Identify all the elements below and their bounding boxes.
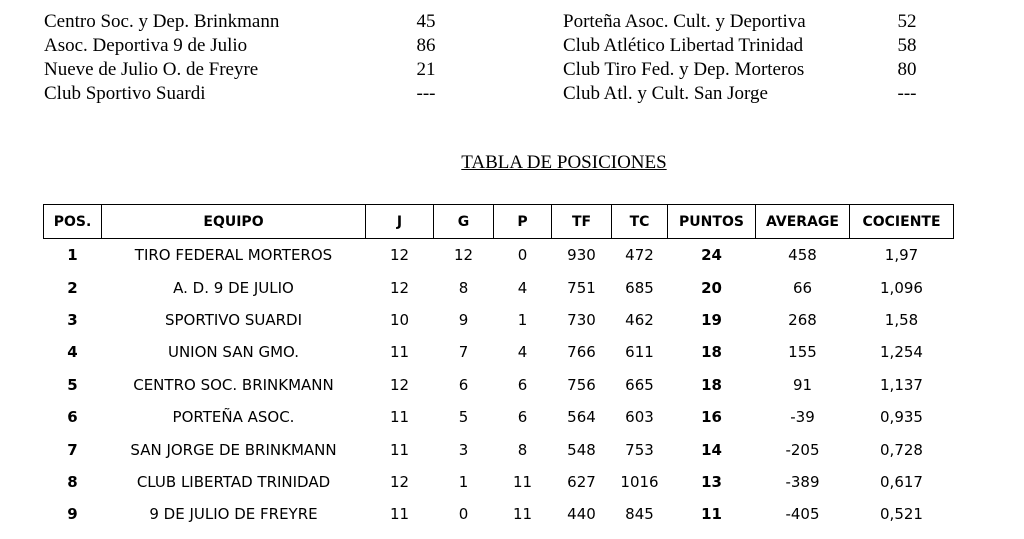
- cell-p: 11: [512, 472, 533, 491]
- cell-pts: 20: [701, 278, 722, 297]
- header-coc: COCIENTE: [850, 205, 954, 239]
- cell-g: 5: [458, 408, 469, 427]
- cell-g: 7: [458, 343, 469, 362]
- header-team: EQUIPO: [102, 205, 366, 239]
- cell-tc: 603: [625, 408, 654, 427]
- away-score: 80: [897, 59, 917, 80]
- cell-pos: 6: [67, 408, 78, 427]
- cell-pts: 14: [701, 440, 722, 459]
- away-score: ---: [897, 83, 917, 104]
- table-row: [44, 369, 954, 401]
- cell-tf: 930: [567, 246, 596, 265]
- home-score: 86: [416, 35, 436, 56]
- cell-team: SAN JORGE DE BRINKMANN: [130, 440, 337, 459]
- cell-team: A. D. 9 DE JULIO: [173, 278, 294, 297]
- cell-g: 1: [458, 472, 469, 491]
- cell-g: 6: [458, 375, 469, 394]
- cell-g: 12: [453, 246, 474, 265]
- cell-pts: 24: [701, 246, 722, 265]
- cell-pos: 5: [67, 375, 78, 394]
- header-p: P: [494, 205, 552, 239]
- cell-j: 12: [389, 246, 410, 265]
- cell-avg: 458: [788, 246, 817, 265]
- home-team: Nueve de Julio O. de Freyre: [44, 59, 259, 80]
- cell-pos: 9: [67, 505, 78, 524]
- table-row: [44, 304, 954, 336]
- away-score: 58: [897, 35, 917, 56]
- cell-avg: 91: [792, 375, 813, 394]
- header-pos: POS.: [44, 205, 102, 239]
- cell-pts: 11: [701, 505, 722, 524]
- cell-tc: 1016: [620, 472, 659, 491]
- cell-j: 12: [389, 375, 410, 394]
- cell-p: 6: [517, 408, 528, 427]
- cell-coc: 0,617: [880, 472, 923, 491]
- cell-avg: 268: [788, 310, 817, 329]
- cell-tf: 730: [567, 310, 596, 329]
- cell-avg: 66: [792, 278, 813, 297]
- table-row: [44, 498, 954, 530]
- away-team: Club Tiro Fed. y Dep. Morteros: [563, 59, 805, 80]
- cell-tc: 753: [625, 440, 654, 459]
- cell-tc: 611: [625, 343, 654, 362]
- cell-tc: 845: [625, 505, 654, 524]
- cell-team: CLUB LIBERTAD TRINIDAD: [136, 472, 331, 491]
- cell-pos: 1: [67, 246, 78, 265]
- cell-tf: 564: [567, 408, 596, 427]
- cell-g: 9: [458, 310, 469, 329]
- header-pts: PUNTOS: [668, 205, 756, 239]
- cell-pos: 4: [67, 343, 78, 362]
- cell-tf: 756: [567, 375, 596, 394]
- table-header-row: [44, 205, 954, 239]
- cell-coc: 1,096: [880, 278, 923, 297]
- cell-tf: 766: [567, 343, 596, 362]
- header-j: J: [366, 205, 434, 239]
- cell-team: 9 DE JULIO DE FREYRE: [149, 505, 318, 524]
- cell-coc: 1,137: [880, 375, 923, 394]
- cell-j: 11: [389, 505, 410, 524]
- cell-avg: -405: [785, 505, 820, 524]
- cell-avg: -389: [785, 472, 820, 491]
- home-score: 45: [416, 11, 436, 32]
- cell-pos: 8: [67, 472, 78, 491]
- away-team: Club Atlético Libertad Trinidad: [563, 35, 804, 56]
- cell-coc: 0,935: [880, 408, 923, 427]
- away-score: 52: [897, 11, 917, 32]
- cell-pts: 16: [701, 408, 722, 427]
- cell-coc: 0,728: [880, 440, 923, 459]
- table-row: [44, 336, 954, 368]
- cell-p: 8: [517, 440, 528, 459]
- cell-p: 0: [517, 246, 528, 265]
- table-row: [44, 401, 954, 433]
- cell-coc: 1,254: [880, 343, 923, 362]
- table-title: TABLA DE POSICIONES: [461, 152, 667, 173]
- cell-j: 12: [389, 278, 410, 297]
- cell-tf: 548: [567, 440, 596, 459]
- header-g: G: [434, 205, 494, 239]
- table-row: [44, 239, 954, 272]
- home-team: Centro Soc. y Dep. Brinkmann: [44, 11, 280, 32]
- cell-coc: 1,97: [884, 246, 919, 265]
- cell-p: 4: [517, 278, 528, 297]
- home-score: 21: [416, 59, 436, 80]
- cell-g: 8: [458, 278, 469, 297]
- cell-p: 11: [512, 505, 533, 524]
- cell-pts: 19: [701, 310, 722, 329]
- cell-team: UNION SAN GMO.: [167, 343, 299, 362]
- cell-j: 12: [389, 472, 410, 491]
- cell-j: 11: [389, 343, 410, 362]
- cell-team: CENTRO SOC. BRINKMANN: [133, 375, 334, 394]
- cell-p: 4: [517, 343, 528, 362]
- cell-pos: 2: [67, 278, 78, 297]
- cell-p: 1: [517, 310, 528, 329]
- cell-team: PORTEÑA ASOC.: [172, 408, 295, 427]
- cell-g: 0: [458, 505, 469, 524]
- home-team: Club Sportivo Suardi: [44, 83, 206, 104]
- cell-j: 10: [389, 310, 410, 329]
- cell-tc: 472: [625, 246, 654, 265]
- cell-avg: 155: [788, 343, 817, 362]
- standings-table: [43, 204, 954, 531]
- home-score: ---: [416, 83, 436, 104]
- home-team: Asoc. Deportiva 9 de Julio: [44, 35, 248, 56]
- cell-pts: 18: [701, 375, 722, 394]
- header-tc: TC: [612, 205, 668, 239]
- cell-p: 6: [517, 375, 528, 394]
- cell-tc: 665: [625, 375, 654, 394]
- table-row: [44, 466, 954, 498]
- cell-pos: 3: [67, 310, 78, 329]
- cell-avg: -39: [790, 408, 815, 427]
- cell-avg: -205: [785, 440, 820, 459]
- cell-team: SPORTIVO SUARDI: [164, 310, 303, 329]
- cell-j: 11: [389, 408, 410, 427]
- away-team: Club Atl. y Cult. San Jorge: [563, 83, 768, 104]
- cell-tc: 462: [625, 310, 654, 329]
- cell-tf: 751: [567, 278, 596, 297]
- cell-tf: 440: [567, 505, 596, 524]
- cell-tc: 685: [625, 278, 654, 297]
- cell-j: 11: [389, 440, 410, 459]
- cell-tf: 627: [567, 472, 596, 491]
- cell-pos: 7: [67, 440, 78, 459]
- away-team: Porteña Asoc. Cult. y Deportiva: [563, 11, 806, 32]
- cell-pts: 13: [701, 472, 722, 491]
- table-row: [44, 271, 954, 303]
- header-avg: AVERAGE: [756, 205, 850, 239]
- cell-coc: 0,521: [880, 505, 923, 524]
- cell-team: TIRO FEDERAL MORTEROS: [134, 246, 333, 265]
- table-row: [44, 433, 954, 465]
- cell-coc: 1,58: [884, 310, 919, 329]
- header-tf: TF: [552, 205, 612, 239]
- cell-pts: 18: [701, 343, 722, 362]
- cell-g: 3: [458, 440, 469, 459]
